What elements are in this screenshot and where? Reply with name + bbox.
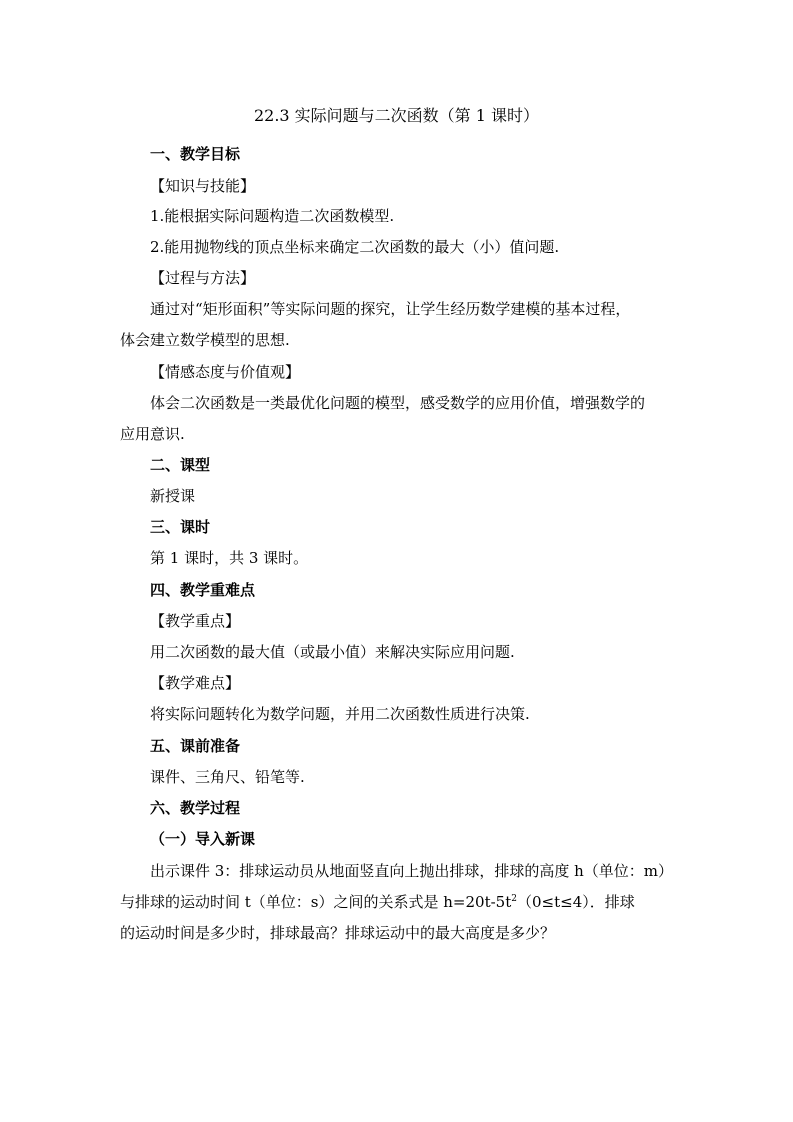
document-title: 22.3 实际问题与二次函数（第 1 课时） — [253, 106, 540, 125]
process-paragraph-line-1: 通过对“矩形面积”等实际问题的探究，让学生经历数学建模的基本过程， — [150, 300, 631, 318]
knowledge-item-1: 1.能根据实际问题构造二次函数模型. — [150, 207, 395, 225]
label-teaching-difficulty: 【教学难点】 — [150, 674, 241, 692]
emotion-paragraph-line-1: 体会二次函数是一类最优化问题的模型，感受数学的应用价值，增强数学的 — [150, 394, 646, 412]
subheading-introduction: （一）导入新课 — [150, 830, 256, 848]
preparation-text: 课件、三角尺、铅笔等. — [150, 768, 305, 786]
knowledge-item-2: 2.能用抛物线的顶点坐标来确定二次函数的最大（小）值问题. — [150, 238, 560, 256]
teaching-focus-text: 用二次函数的最大值（或最小值）来解决实际应用问题. — [150, 643, 515, 661]
process-paragraph-line-2: 体会建立数学模型的思想. — [120, 331, 290, 349]
teaching-difficulty-text: 将实际问题转化为数学问题，并用二次函数性质进行决策. — [150, 705, 530, 723]
lesson-type-text: 新授课 — [150, 487, 196, 505]
section-heading-preparation: 五、课前准备 — [150, 737, 241, 755]
section-heading-teaching-goals: 一、教学目标 — [150, 145, 241, 163]
label-emotion-values: 【情感态度与价值观】 — [150, 363, 301, 381]
section-heading-teaching-process: 六、教学过程 — [150, 799, 241, 817]
emotion-paragraph-line-2: 应用意识. — [120, 425, 185, 443]
label-knowledge-skills: 【知识与技能】 — [150, 177, 256, 195]
label-teaching-focus: 【教学重点】 — [150, 612, 241, 630]
section-heading-lesson-type: 二、课型 — [150, 456, 211, 474]
section-heading-key-points: 四、教学重难点 — [150, 581, 256, 599]
label-process-method: 【过程与方法】 — [150, 269, 256, 287]
intro-line-2-part-a: 与排球的运动时间 t（单位：s）之间的关系式是 h=20t-5t — [120, 893, 512, 911]
intro-paragraph-line-2 — [120, 892, 635, 912]
intro-paragraph-line-1: 出示课件 3：排球运动员从地面竖直向上抛出排球，排球的高度 h（单位：m） — [150, 862, 673, 880]
intro-line-2-part-b: （0≤t≤4）．排球 — [516, 893, 635, 911]
intro-paragraph-line-3: 的运动时间是多少时，排球最高？排球运动中的最大高度是多少？ — [120, 924, 556, 942]
section-heading-class-hours: 三、课时 — [150, 518, 211, 536]
exponent-superscript: 2 — [511, 894, 517, 904]
class-hours-text: 第 1 课时，共 3 课时。 — [150, 549, 309, 567]
